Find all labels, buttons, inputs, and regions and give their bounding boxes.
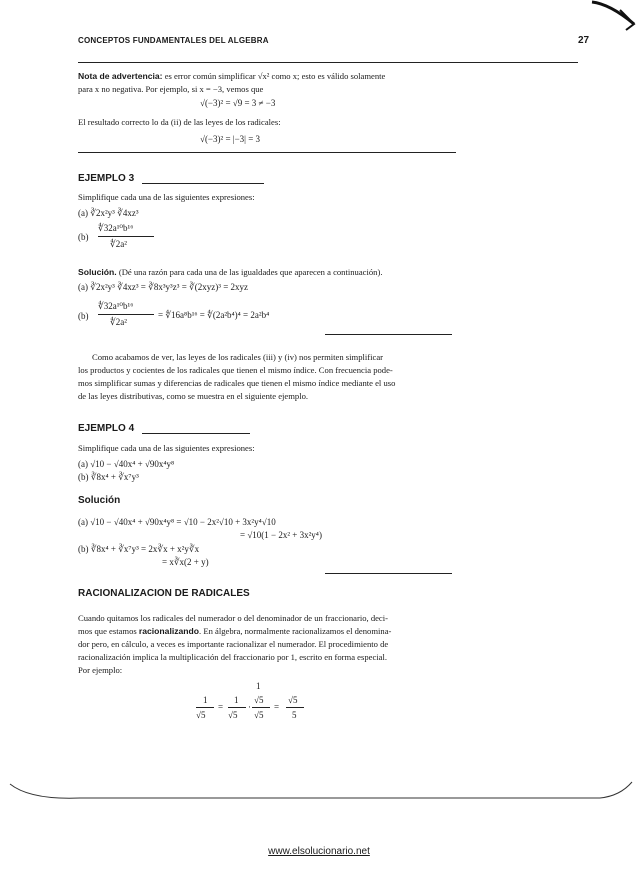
- example-3-title-rule: [142, 183, 264, 184]
- rationalization-line: [78, 625, 391, 638]
- example-3-title: EJEMPLO 3: [78, 173, 135, 184]
- example-3-solution-b-denominator: ∜2a²: [110, 317, 127, 327]
- running-head: CONCEPTOS FUNDAMENTALES DEL ALGEBRA: [78, 36, 269, 45]
- rationalization-line: Cuando quitamos los radicales del numerador o del denominador de un fraccionario, deci-: [78, 613, 388, 623]
- multiply-dot: ·: [248, 702, 251, 712]
- scan-edge-line: [0, 770, 638, 810]
- fraction-4-denominator: 5: [292, 710, 297, 720]
- example-3-solution-b-bar: [98, 314, 154, 315]
- example-3-b-denominator: ∜2a²: [110, 239, 127, 249]
- rationalization-one: 1: [256, 681, 261, 691]
- example-3-bottom-rule: [325, 334, 452, 335]
- fraction-2-bar: [228, 707, 246, 708]
- fraction-2-denominator: √5: [228, 710, 238, 720]
- scan-corner-mark: [590, 0, 638, 32]
- rationalization-line-end: . En álgebra, normalmente racionalizamos el denomina-: [199, 626, 392, 636]
- example-3-a: (a) ∛2x²y³ ∛4xz³: [78, 208, 139, 218]
- fraction-1-bar: [196, 707, 214, 708]
- rationalization-line-start: mos que estamos: [78, 626, 139, 636]
- rationalization-heading: RACIONALIZACION DE RADICALES: [78, 588, 250, 599]
- example-4-a: (a) √10 − √40x⁴ + √90x⁴y⁸: [78, 459, 175, 469]
- note-line-3: El resultado correcto lo da (ii) de las leyes de los radicales:: [78, 117, 281, 127]
- note-line-2: para x no negativa. Por ejemplo, si x = −3, vemos que: [78, 84, 264, 94]
- note-equation-2: √(−3)² = |−3| = 3: [200, 134, 261, 144]
- paragraph-line: mos simplificar sumas y diferencias de radicales que tienen el mismo índice mediante el uso: [78, 378, 396, 388]
- example-3-b-label: (b): [78, 232, 89, 242]
- example-3-prompt: Simplifique cada una de las siguientes expresiones:: [78, 192, 255, 202]
- example-3-solution-b-rest: = ∜16a⁸b¹⁶ = ∜(2a²b⁴)⁴ = 2a²b⁴: [158, 310, 270, 320]
- page-number: 27: [578, 35, 590, 46]
- example-3-solution-text: (Dé una razón para cada una de las igualdades que aparecen a continuación).: [118, 267, 383, 277]
- paragraph-line: Como acabamos de ver, las leyes de los radicales (iii) y (iv) nos permiten simplificar: [92, 352, 384, 362]
- example-3-solution-a: (a) ∛2x²y³ ∛4xz³ = ∛8x³y³z³ = ∛(2xyz)³ = 2xyz: [78, 282, 249, 292]
- example-4-solution-a2: = √10(1 − 2x² + 3x²y⁴): [240, 530, 322, 540]
- rationalization-line: dor pero, en cálculo, a veces es importante racionalizar el numerador. El procedimiento de: [78, 639, 389, 649]
- fraction-4-bar: [286, 707, 304, 708]
- equals-sign-1: =: [218, 702, 224, 712]
- note-bottom-rule: [78, 152, 456, 153]
- paragraph-line: de las leyes distributivas, como se muestra en el siguiente ejemplo.: [78, 391, 309, 401]
- rationalization-line: Por ejemplo:: [78, 665, 123, 675]
- fraction-1-denominator: √5: [196, 710, 206, 720]
- example-3-solution-b-numerator: ∜32a¹⁰b¹⁶: [98, 301, 134, 311]
- example-4-title: EJEMPLO 4: [78, 423, 135, 434]
- rationalization-line: racionalización implica la multiplicación del fraccionario por 1, escrito en forma especial.: [78, 652, 388, 662]
- example-4-solution-a1: (a) √10 − √40x⁴ + √90x⁴y⁸ = √10 − 2x²√10 + 3x²y⁴√10: [78, 517, 276, 527]
- example-4-bottom-rule: [325, 573, 452, 574]
- equals-sign-2: =: [274, 702, 280, 712]
- example-4-solution-label: Solución: [78, 495, 121, 506]
- note-text-1: es error común simplificar √x² como x; esto es válido solamente: [164, 71, 386, 81]
- example-3-solution-label: Solución.: [78, 267, 117, 277]
- example-3-solution-b-label: (b): [78, 311, 89, 321]
- note-line-1: [78, 70, 598, 83]
- example-3-b-bar: [98, 236, 154, 237]
- footer-url[interactable]: www.elsolucionario.net: [268, 846, 370, 857]
- example-4-b: (b) ∛8x⁴ + ∛x⁷y³: [78, 472, 139, 482]
- rationalization-bold-word: racionalizando: [138, 626, 200, 636]
- fraction-4-numerator: √5: [288, 695, 298, 705]
- fraction-3-bar: [252, 707, 270, 708]
- top-rule: [78, 62, 578, 63]
- fraction-2-numerator: 1: [234, 695, 239, 705]
- fraction-3-denominator: √5: [254, 710, 264, 720]
- footer: [0, 846, 638, 857]
- example-3-b-numerator: ∜32a¹⁰b¹⁶: [98, 223, 134, 233]
- example-4-prompt: Simplifique cada una de las siguientes expresiones:: [78, 443, 255, 453]
- example-4-title-rule: [142, 433, 250, 434]
- fraction-3-numerator: √5: [254, 695, 264, 705]
- example-3-solution: [78, 266, 598, 279]
- paragraph-line: los productos y cocientes de los radicales que tienen el mismo índice. Con frecuencia pode-: [78, 365, 393, 375]
- note-equation-1: √(−3)² = √9 = 3 ≠ −3: [200, 98, 276, 108]
- example-4-solution-b1: (b) ∛8x⁴ + ∛x⁷y³ = 2x∛x + x²y∛x: [78, 544, 200, 554]
- fraction-1-numerator: 1: [203, 695, 208, 705]
- note-label: Nota de advertencia:: [78, 71, 163, 81]
- example-4-solution-b2: = x∛x(2 + y): [162, 557, 209, 567]
